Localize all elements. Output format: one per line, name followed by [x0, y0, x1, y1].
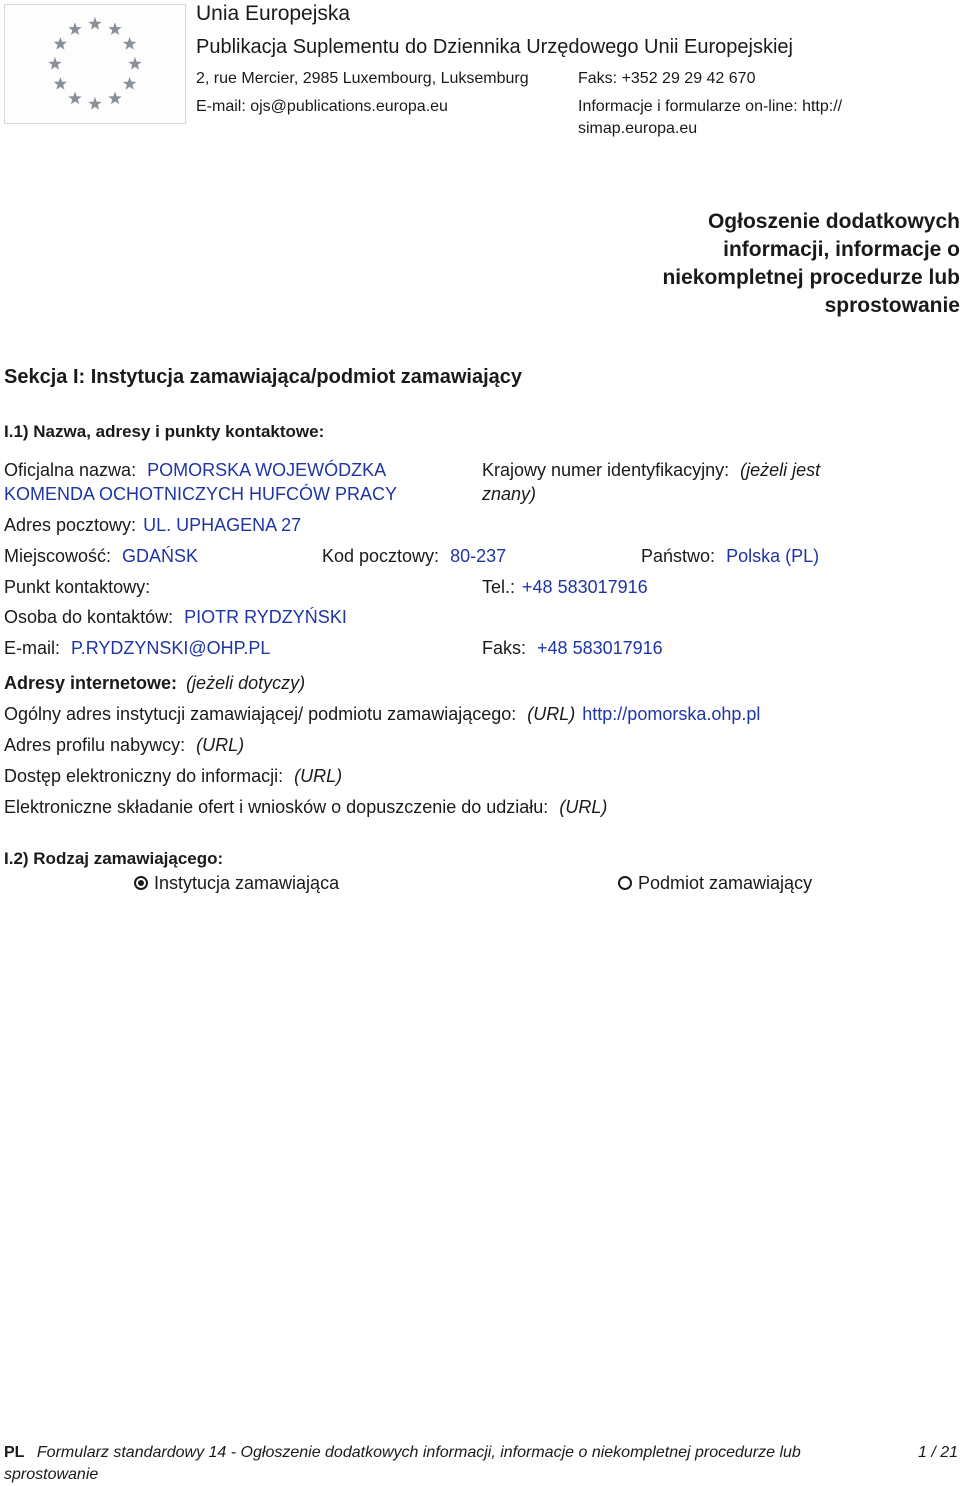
publisher-address: 2, rue Mercier, 2985 Luxembourg, Luksemburg: [196, 70, 529, 87]
contact-person-value: PIOTR RYDZYŃSKI: [184, 607, 347, 627]
section-subtitle: I.1) Nazwa, adresy i punkty kontaktowe:: [4, 422, 325, 441]
tel-label: Tel.:: [482, 577, 516, 597]
postal-address-label: Adres pocztowy:: [4, 515, 137, 535]
official-name-row: [4, 460, 386, 481]
eu-stars-icon: [5, 5, 185, 123]
star-icon: [108, 22, 121, 35]
town-row: [4, 546, 198, 567]
general-url-note: (URL): [527, 704, 576, 724]
national-id-label: Krajowy numer identyfikacyjny:: [482, 460, 730, 480]
internet-heading-row: [4, 673, 305, 694]
star-icon: [88, 17, 101, 30]
fax-value: +48 583017916: [537, 638, 663, 658]
country-label: Państwo:: [641, 546, 716, 566]
eaccess-note: (URL): [294, 766, 343, 786]
notice-title: [662, 208, 960, 320]
tel-value: +48 583017916: [522, 577, 648, 597]
eu-flag-logo: [4, 4, 186, 124]
national-id-note-1: (jeżeli jest: [740, 460, 821, 480]
star-icon: [123, 77, 136, 90]
notice-title-line-4: sprostowanie: [824, 294, 960, 317]
buyer-profile-row: [4, 735, 244, 756]
contact-person-label: Osoba do kontaktów:: [4, 607, 174, 627]
country-value: Polska (PL): [726, 546, 820, 566]
fax-row: [482, 638, 663, 659]
esubmit-row: [4, 797, 607, 818]
info-line-2: simap.europa.eu: [578, 120, 698, 137]
esubmit-label: Elektroniczne składanie ofert i wniosków o dopuszczenie do udziału:: [4, 797, 549, 817]
publisher-email: E-mail: ojs@publications.europa.eu: [196, 98, 448, 115]
fax-label: Faks:: [482, 638, 527, 658]
radio-unchecked-icon[interactable]: [618, 876, 632, 890]
town-label: Miejscowość:: [4, 546, 112, 566]
eaccess-label: Dostęp elektroniczny do informacji:: [4, 766, 284, 786]
buyer-profile-label: Adres profilu nabywcy:: [4, 735, 186, 755]
notice-title-line-2: informacji, informacje o: [723, 238, 960, 261]
footer-form-line-1: Formularz standardowy 14 - Ogłoszenie dodatkowych informacji, informacje o niekompletnej procedurze lub: [36, 1444, 801, 1461]
info-line-1: Informacje i formularze on-line: http://: [578, 98, 843, 115]
general-url-row: [4, 704, 760, 725]
town-value: GDAŃSK: [122, 546, 199, 566]
footer-lang: PL: [4, 1444, 25, 1461]
authority-type-option-1[interactable]: [134, 873, 339, 894]
authority-type-option-1-label: Instytucja zamawiająca: [154, 873, 340, 893]
star-icon: [54, 37, 67, 50]
org-name: Unia Europejska: [196, 2, 351, 25]
official-name-label: Oficjalna nazwa:: [4, 460, 137, 480]
official-name-line-2: KOMENDA OCHOTNICZYCH HUFCÓW PRACY: [4, 484, 398, 504]
star-icon: [54, 77, 67, 90]
postcode-row: [322, 546, 506, 567]
star-icon: [68, 22, 81, 35]
section-title: Sekcja I: Instytucja zamawiająca/podmiot zamawiający: [4, 366, 522, 388]
email-value[interactable]: P.RYDZYNSKI@OHP.PL: [71, 638, 271, 658]
star-icon: [88, 97, 101, 110]
country-row: [641, 546, 819, 567]
official-name-line-1: POMORSKA WOJEWÓDZKA: [147, 460, 387, 480]
postcode-label: Kod pocztowy:: [322, 546, 440, 566]
star-icon: [108, 92, 121, 105]
postal-address-row: [4, 515, 301, 536]
publisher-fax: Faks: +352 29 29 42 670: [578, 70, 756, 87]
star-icon: [123, 37, 136, 50]
postcode-value: 80-237: [450, 546, 507, 566]
email-row: [4, 638, 270, 659]
national-id-row: [482, 460, 820, 481]
contact-person-row: [4, 607, 347, 628]
general-url-label: Ogólny adres instytucji zamawiającej/ podmiotu zamawiającego:: [4, 704, 517, 724]
internet-heading: Adresy internetowe:: [4, 673, 178, 693]
footer-line-1: [4, 1444, 801, 1462]
star-icon: [48, 57, 61, 70]
esubmit-note: (URL): [559, 797, 608, 817]
star-icon: [128, 57, 141, 70]
footer-page-number: 1 / 21: [917, 1444, 958, 1461]
national-id-note-2: znany): [482, 484, 537, 504]
notice-title-line-1: Ogłoszenie dodatkowych: [707, 210, 960, 233]
authority-type-option-2-label: Podmiot zamawiający: [638, 873, 813, 893]
eaccess-row: [4, 766, 342, 787]
footer-form-line-2: sprostowanie: [4, 1466, 99, 1483]
internet-heading-note: (jeżeli dotyczy): [186, 673, 306, 693]
contact-point-label: Punkt kontaktowy:: [4, 577, 151, 597]
publication-name: Publikacja Suplementu do Dziennika Urzędowego Unii Europejskiej: [196, 36, 793, 58]
radio-checked-icon[interactable]: [134, 876, 148, 890]
email-label: E-mail:: [4, 638, 61, 658]
notice-title-line-3: niekompletnej procedurze lub: [662, 266, 960, 289]
postal-address-value: UL. UPHAGENA 27: [143, 515, 302, 535]
authority-type-option-2[interactable]: [618, 873, 812, 894]
star-icon: [68, 92, 81, 105]
general-url-link[interactable]: http://pomorska.ohp.pl: [582, 704, 761, 724]
buyer-profile-note: (URL): [196, 735, 245, 755]
authority-type-heading: I.2) Rodzaj zamawiającego:: [4, 849, 224, 868]
tel-row: [482, 577, 648, 598]
